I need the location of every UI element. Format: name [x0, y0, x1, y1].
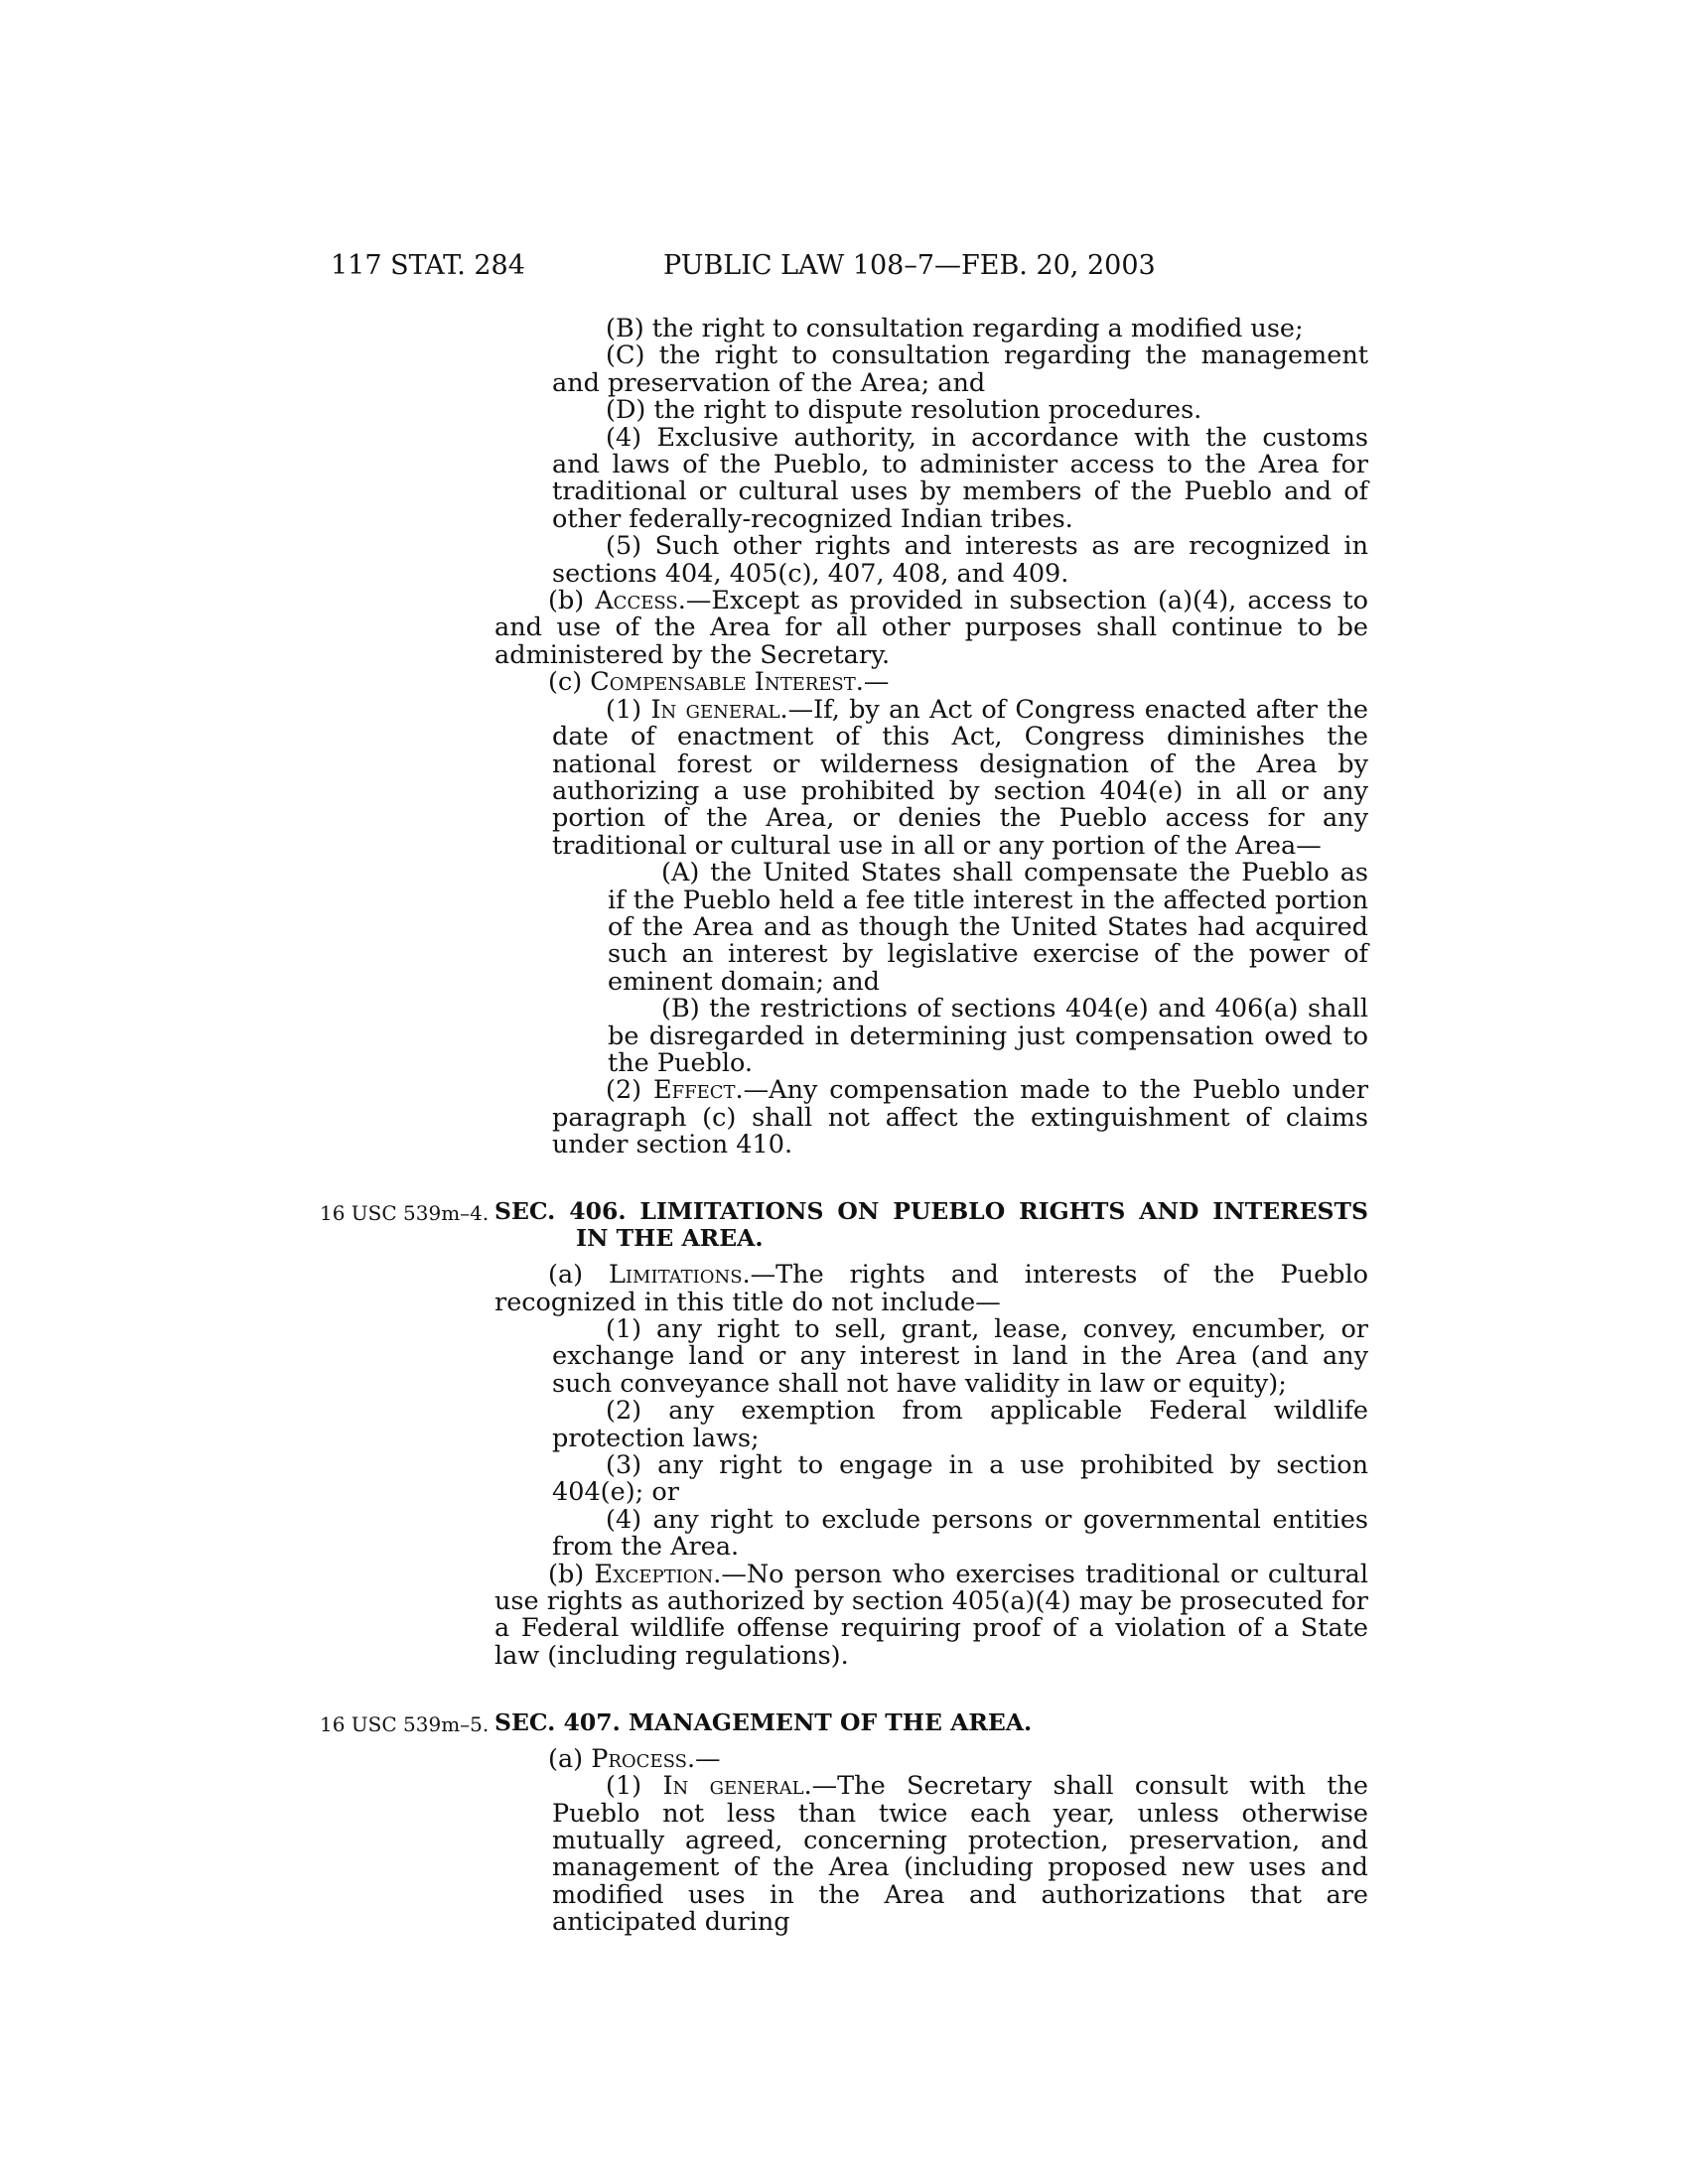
- law-title: PUBLIC LAW 108–7—FEB. 20, 2003: [663, 250, 1156, 281]
- subsection-c-heading-line: [494, 669, 1368, 696]
- paragraph-5: (5) Such other rights and interests as are recognized in sections 404, 405(c), 407, 408, and 409.: [552, 531, 1368, 589]
- subsection-c-dash: .—: [855, 667, 890, 698]
- paragraph-c1-prefix: (1): [606, 694, 651, 725]
- paragraph-3b: (B) the right to consultation regarding a modified use;: [606, 314, 1304, 343]
- paragraph-c1-text: .—If, by an Act of Congress enacted after the date of enactment of this Act, Congress diminishes the national forest or wilderness designation of the Area by authorizing a use prohibited by section 404(e) in all or any portion of the Area, or denies the Pueblo access for any traditional or cultural use in all or any portion of the Area—: [552, 694, 1368, 861]
- section-406-b-prefix: (b): [548, 1559, 595, 1589]
- paragraph-3c: (C) the right to consultation regarding the management and preservation of the Area; and: [552, 341, 1368, 398]
- section-407-a-dash: .—: [686, 1743, 721, 1774]
- subsection-c-prefix: (c): [548, 667, 591, 698]
- paragraph-c1: [494, 694, 1368, 861]
- section-406-margin-citation: 16 USC 539m–4.: [320, 1201, 490, 1226]
- section-407-a-heading: Process: [591, 1743, 687, 1774]
- section-406-a4: (4) any right to exclude persons or governmental entities from the Area.: [552, 1504, 1368, 1563]
- section-spacer: [494, 1160, 1368, 1175]
- subsection-c-heading: Compensable Interest: [590, 667, 856, 698]
- paragraph-c1-heading: In general: [650, 694, 780, 725]
- subsection-b-heading: Access: [595, 586, 678, 616]
- section-406-a2: (2) any exemption from applicable Federal wildlife protection laws;: [552, 1396, 1368, 1453]
- subsection-b-access: [494, 588, 1368, 669]
- section-407-a1-heading: In general: [662, 1771, 804, 1802]
- stat-reference: 117 STAT. 284: [331, 250, 525, 281]
- section-406-b-heading: Exception: [594, 1559, 714, 1589]
- section-406-a1: (1) any right to sell, grant, lease, convey, encumber, or exchange land or any interest in land in the Area (and any such conveyance shall not have validity in law or equity);: [552, 1313, 1368, 1399]
- section-407-heading: SEC. 407. MANAGEMENT OF THE AREA.: [494, 1707, 1033, 1736]
- section-407-subsection-a: [494, 1743, 1368, 1774]
- paragraph-c1-a: (A) the United States shall compensate the Pueblo as if the Pueblo held a fee title interest in the affected portion of the Area and as though the United States had acquired such an interest by legislative exercise of the power of eminent domain; and: [608, 858, 1368, 997]
- page-header: [0, 250, 1688, 286]
- section-406-a-prefix: (a): [548, 1260, 609, 1291]
- section-406-subsection-a: [494, 1262, 1368, 1316]
- section-407-margin-citation: 16 USC 539m–5.: [320, 1711, 490, 1736]
- section-406-a3: (3) any right to engage in a use prohibited by section 404(e); or: [552, 1449, 1368, 1508]
- section-406-heading: SEC. 406. LIMITATIONS ON PUEBLO RIGHTS AND INTERESTS IN THE AREA.: [494, 1197, 1368, 1253]
- subsection-b-text: .—Except as provided in subsection (a)(4), access to and use of the Area for all other purposes shall continue to be administered by the Secretary.: [494, 586, 1368, 670]
- section-407-a1-text: .—The Secretary shall consult with the Pueblo not less than twice each year, unless otherwise mutually agreed, concerning protection, preservation, and management of the Area (including proposed new uses and modified uses in the Area and authorizations that are anticipated during: [552, 1771, 1368, 1938]
- paragraph-c1-b: (B) the restrictions of sections 404(e) and 406(a) shall be disregarded in determining just compensation owed to the Pueblo.: [608, 994, 1368, 1078]
- document-body: [320, 314, 1369, 1938]
- paragraph-4: (4) Exclusive authority, in accordance with the customs and laws of the Pueblo, to administer access to the Area for traditional or cultural uses by members of the Pueblo and of other federally-recognized Indian tribes.: [552, 422, 1368, 534]
- paragraph-c2-heading: Effect: [653, 1075, 736, 1106]
- section-407-a1-prefix: (1): [606, 1771, 663, 1802]
- section-406: [320, 1197, 1368, 1253]
- section-407: [320, 1707, 1368, 1736]
- paragraph-3d: (D) the right to dispute resolution procedures.: [606, 395, 1202, 426]
- section-406-a-text: .—The rights and interests of the Pueblo recognized in this title do not include—: [494, 1260, 1368, 1317]
- subsection-b-prefix: (b): [548, 586, 596, 616]
- section-407-a1: [494, 1773, 1368, 1936]
- section-406-subsection-b: [494, 1559, 1368, 1671]
- section-407-a-prefix: (a): [548, 1743, 592, 1774]
- section-406-b-text: .—No person who exercises traditional or cultural use rights as authorized by section 405(a)(4) may be prosecuted for a Federal wildlife offense requiring proof of a violation of a State law (including regulations).: [494, 1559, 1368, 1671]
- paragraph-c2-prefix: (2): [606, 1075, 654, 1106]
- paragraph-c2-text: .—Any compensation made to the Pueblo under paragraph (c) shall not affect the extinguishment of claims under section 410.: [552, 1075, 1369, 1160]
- section-406-a-heading: Limitations: [608, 1260, 743, 1291]
- section-spacer: [494, 1670, 1368, 1686]
- paragraph-c2: [494, 1077, 1368, 1159]
